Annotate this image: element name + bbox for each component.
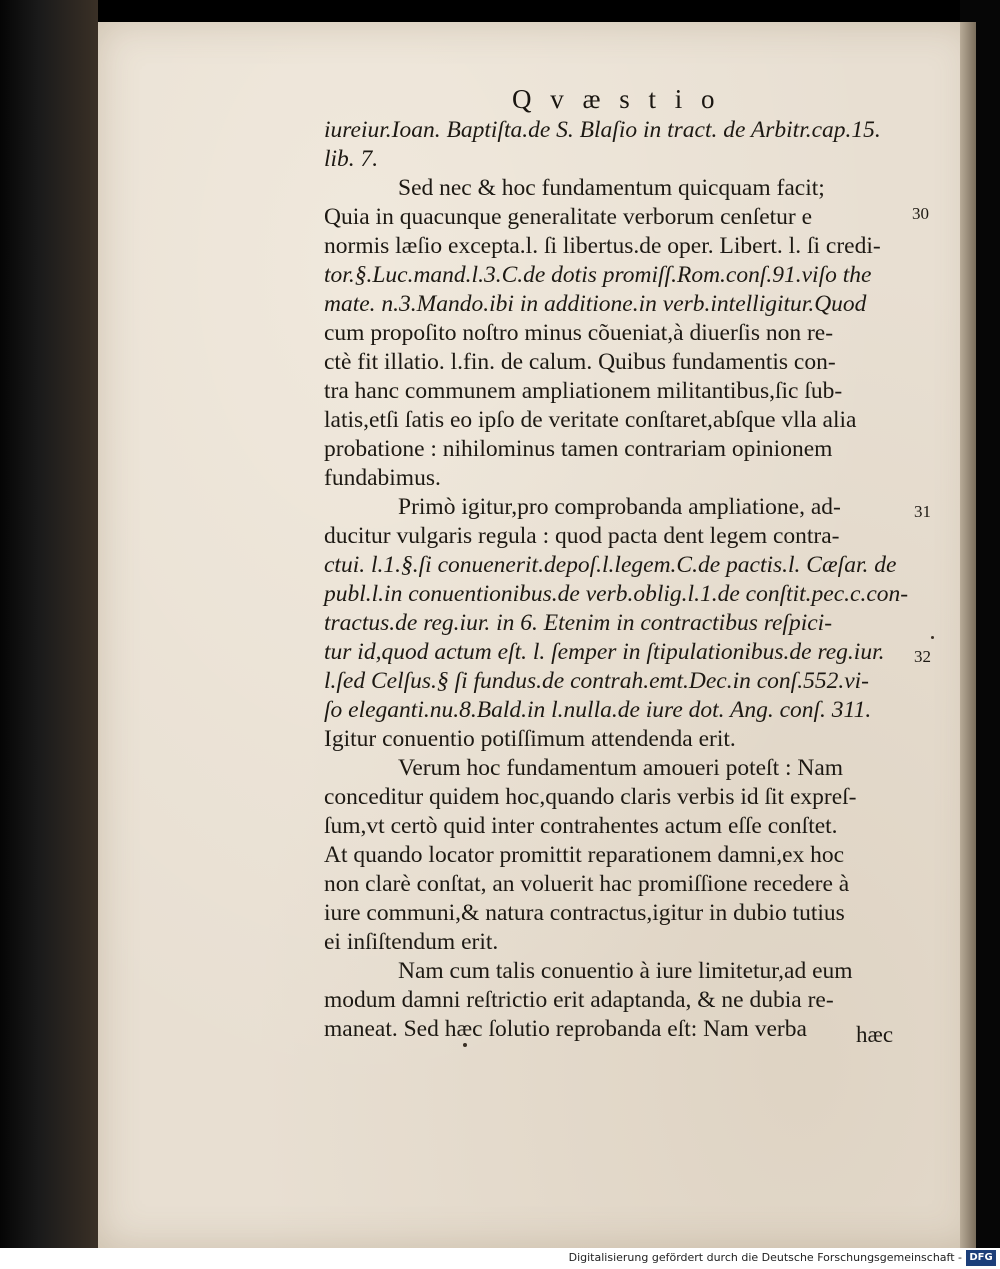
text-line: tractus.de reg.iur. in 6. Etenim in contractibus reſpici-: [324, 610, 833, 636]
text-line: iureiur.Ioan. Baptiſta.de S. Blaſio in tract. de Arbitr.cap.15.: [324, 117, 881, 143]
text-line: At quando locator promittit reparationem damni,ex hoc: [324, 842, 845, 868]
ink-speck: [463, 1043, 467, 1047]
text-line: l.ſed Celſus.§ ſi fundus.de contrah.emt.Dec.in conſ.552.vi-: [324, 668, 869, 694]
text-line: iure communi,& natura contractus,igitur in dubio tutius: [324, 900, 845, 926]
margin-number: 32: [914, 647, 931, 666]
text-line: ei inſiſtendum erit.: [324, 929, 499, 955]
text-line: Verum hoc fundamentum amoueri poteſt : Nam: [398, 755, 844, 781]
text-line: modum damni reſtrictio erit adaptanda, & ne dubia re-: [324, 987, 834, 1013]
text-line: ctè fit illatio. l.fin. de calum. Quibus fundamentis con-: [324, 349, 836, 375]
text-line: Igitur conuentio potiſſimum attendenda erit.: [324, 726, 736, 752]
text-line: ſum,vt certò quid inter contrahentes actum eſſe conſtet.: [324, 813, 838, 839]
text-line: publ.l.in conuentionibus.de verb.oblig.l.1.de conſtit.pec.c.con-: [324, 581, 909, 607]
text-line: maneat. Sed hæc ſolutio reprobanda eſt: Nam verba: [324, 1016, 807, 1042]
text-line: Primò igitur,pro comprobanda ampliatione, ad-: [398, 494, 841, 520]
running-head: Q v æ s t i o: [512, 84, 721, 114]
text-line: tur id,quod actum eſt. l. ſemper in ſtipulationibus.de reg.iur.: [324, 639, 885, 665]
book-edge-left: [0, 0, 98, 1248]
text-line: cum propoſito noſtro minus cõueniat,à diuerſis non re-: [324, 320, 834, 346]
text-line: conceditur quidem hoc,quando claris verbis id ſit expreſ-: [324, 784, 857, 810]
dfg-logo: DFG: [966, 1250, 996, 1266]
text-line: non clarè conſtat, an voluerit hac promiſſione recedere à: [324, 871, 850, 897]
text-line: latis,etſi ſatis eo ipſo de veritate conſtaret,abſque vlla alia: [324, 407, 857, 433]
text-line: Nam cum talis conuentio à iure limitetur,ad eum: [398, 958, 853, 984]
text-line: probatione : nihilominus tamen contrariam opinionem: [324, 436, 833, 462]
text-line: Quia in quacunque generalitate verborum cenſetur e: [324, 204, 813, 230]
margin-number: 31: [914, 502, 931, 521]
text-line: tor.§.Luc.mand.l.3.C.de dotis promiſſ.Rom.conſ.91.viſo the: [324, 262, 872, 288]
footer-bar: [0, 1248, 1000, 1269]
page-gutter: [960, 22, 976, 1248]
text-line: tra hanc communem ampliationem militantibus,ſic ſub-: [324, 378, 843, 404]
ink-speck: [931, 636, 934, 639]
text-line: normis læſio excepta.l. ſi libertus.de oper. Libert. l. ſi credi-: [324, 233, 881, 259]
text-line: ctui. l.1.§.ſi conuenerit.depoſ.l.legem.C.de pactis.l. Cæſar. de: [324, 552, 897, 578]
text-line: ducitur vulgaris regula : quod pacta dent legem contra-: [324, 523, 840, 549]
margin-number: 30: [912, 204, 929, 223]
funding-credit: Digitalisierung gefördert durch die Deutsche Forschungsgemeinschaft -: [568, 1251, 962, 1264]
text-line: mate. n.3.Mando.ibi in additione.in verb.intelligitur.Quod: [324, 291, 867, 317]
text-line: ſo eleganti.nu.8.Bald.in l.nulla.de iure dot. Ang. conſ. 311.: [324, 697, 872, 723]
text-line: Sed nec & hoc fundamentum quicquam facit;: [398, 175, 825, 201]
text-line: fundabimus.: [324, 465, 441, 491]
text-line: lib. 7.: [324, 146, 379, 172]
catchword: hæc: [856, 1022, 894, 1047]
